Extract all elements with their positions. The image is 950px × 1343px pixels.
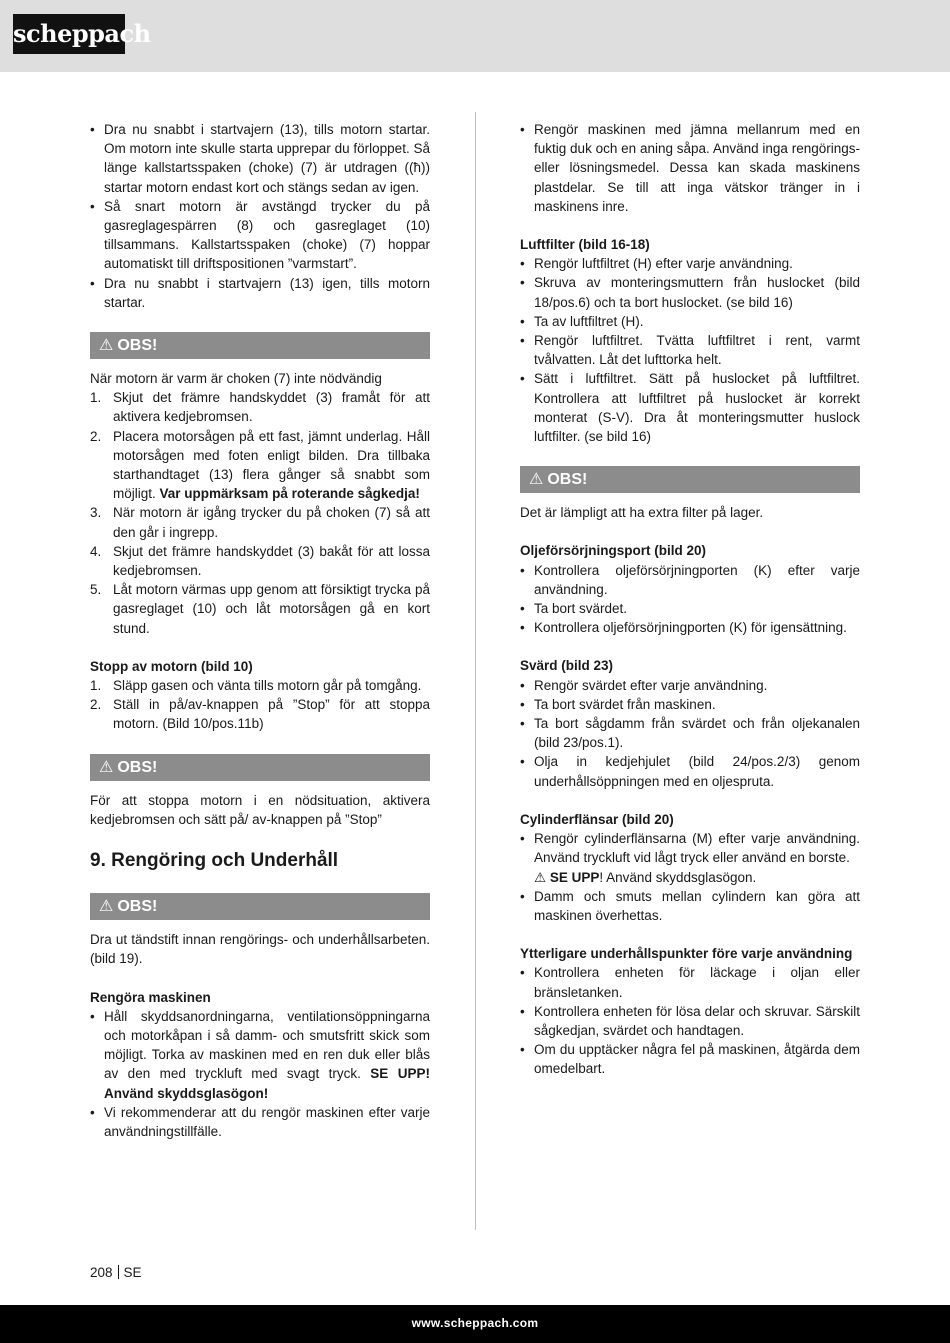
warning-triangle-icon: ⚠ xyxy=(534,869,547,885)
list-item: • Ta av luftfiltret (H). xyxy=(520,312,860,331)
emergency-stop-note: För att stoppa motorn i en nödsituation, aktivera kedjebromsen och sätt på/ av-knappen på ”Stop” xyxy=(90,792,430,827)
list-item: • Rengör svärdet efter varje användning. xyxy=(520,676,860,695)
list-item: • Sätt i luftfiltret. Sätt på huslocket på luftfiltret. Kontrollera att luftfiltret på huslocket är korrekt monterat (S-V). Dra åt monteringsmutter huslock luftfilter. (se bild 16) xyxy=(520,369,860,446)
list-item: • Damm och smuts mellan cylindern kan göra att maskinen överhettas. xyxy=(520,887,860,925)
spark-plug-note: Dra ut tändstift innan rengörings- och underhållsarbeten. (bild 19). xyxy=(90,932,430,967)
guide-bar-list xyxy=(520,676,860,791)
chain-warning-text: Var uppmärksam på roterande sågkedja! xyxy=(159,486,420,502)
column-divider xyxy=(475,112,476,1230)
warm-engine-note: När motorn är varm är choken (7) inte nödvändig xyxy=(90,371,382,387)
list-item: • Håll skyddsanordningarna, ventilationsöppningarna och motorkåpan i så damm- och smutsfritt skick som möjligt. Torka av maskinen med en ren duk eller blås av den med tryckluft med svagt tryck. SE UPP! Använd skyddsglasögon! xyxy=(90,1007,430,1103)
list-item: 5. Låt motorn värmas upp genom att försiktigt trycka på gasreglaget (10) och låt motorsågen gå en kort stund. xyxy=(90,582,430,636)
notice-banner xyxy=(520,466,860,493)
notice-label: OBS! xyxy=(547,471,588,489)
oil-port-heading: Oljeförsörjningsport (bild 20) xyxy=(520,543,707,559)
list-item: • Kontrollera enheten för läckage i oljan eller bränsletanken. xyxy=(520,963,860,1001)
list-item: • Dra nu snabbt i startvajern (13), tills motorn startar. Om motorn inte skulle starta upprepar du förloppet. Så länge kallstartsspaken (choke) (7) är utdragen ((ħ)) startar motorn endast kort och stängs sedan av igen. xyxy=(90,120,430,197)
notice-label: OBS! xyxy=(117,898,158,916)
list-item: • Så snart motorn är avstängd trycker du på gasreglagespärren (8) och gasreglaget (10) tillsammans. Kallstartsspaken (choke) (7) hoppar automatiskt till driftspositionen ”varmstart”. xyxy=(90,197,430,274)
brand-logo: scheppach xyxy=(13,14,125,54)
stop-steps-list xyxy=(90,676,430,734)
list-item: • Ta bort sågdamm från svärdet och från oljekanalen (bild 23/pos.1). xyxy=(520,714,860,752)
list-item: • Om du upptäcker några fel på maskinen, åtgärda dem omedelbart. xyxy=(520,1040,860,1078)
extra-maintenance-list xyxy=(520,963,860,1078)
footer-bar xyxy=(0,1305,950,1343)
warning-triangle-icon: ⚠ xyxy=(529,471,544,489)
list-item: • Kontrollera enheten för lösa delar och skruvar. Särskilt sågkedjan, svärdet och handtagen. xyxy=(520,1002,860,1040)
spare-filter-note: Det är lämpligt att ha extra filter på lager. xyxy=(520,505,764,521)
guide-bar-heading: Svärd (bild 23) xyxy=(520,658,614,674)
safety-warning-text: SE UPP! Använd skyddsglasögon! xyxy=(104,1066,430,1101)
warning-triangle-icon: ⚠ xyxy=(99,337,114,355)
page-number: 208 SE xyxy=(90,1265,142,1280)
clean-bullet-list xyxy=(90,1007,430,1141)
oil-port-list xyxy=(520,561,860,638)
right-column xyxy=(520,120,860,1079)
list-item: 4. Skjut det främre handskyddet (3) bakåt för att lossa kedjebromsen. xyxy=(90,543,430,579)
list-item: • Kontrollera oljeförsörjningporten (K) för igensättning. xyxy=(520,618,860,637)
notice-label: OBS! xyxy=(117,337,158,355)
intro-bullet-list xyxy=(90,120,430,312)
list-item: 1. Släpp gasen och vänta tills motorn går på tomgång. xyxy=(90,678,422,694)
website-link[interactable]: www.scheppach.com xyxy=(411,1316,539,1330)
air-filter-list xyxy=(520,254,860,446)
safety-warning-text: SE UPP xyxy=(549,869,600,885)
clean-continued-list xyxy=(520,120,860,216)
notice-banner xyxy=(90,893,430,920)
cylinder-list xyxy=(520,829,860,925)
warning-triangle-icon: ⚠ xyxy=(99,898,114,916)
air-filter-heading: Luftfilter (bild 16-18) xyxy=(520,237,650,253)
start-steps-list xyxy=(90,388,430,638)
list-item: 3. När motorn är igång trycker du på choken (7) så att den går i ingrepp. xyxy=(90,505,430,540)
left-column xyxy=(90,120,430,1141)
stop-heading: Stopp av motorn (bild 10) xyxy=(90,658,253,674)
notice-banner xyxy=(90,332,430,359)
list-item: • Rengör luftfiltret. Tvätta luftfiltret i rent, varmt tvålvatten. Låt det lufttorka helt. xyxy=(520,331,860,369)
list-item: 2. Placera motorsågen på ett fast, jämnt underlag. Håll motorsågen med foten enligt bilden. Dra tillbaka starthandtaget (13) flera gånger så snabbt som möjligt. Var uppmärksam på roterande sågkedja! xyxy=(90,428,430,502)
list-item: • Rengör cylinderflänsarna (M) efter varje användning. Använd tryckluft vid lågt tryck eller använd en borste. ⚠ SE UPP! Använd skyddsglasögon. xyxy=(520,829,860,887)
list-item: • Ta bort svärdet. xyxy=(520,599,860,618)
list-item: • Skruva av monteringsmuttern från huslocket (bild 18/pos.6) och ta bort huslocket. (se bild 16) xyxy=(520,273,860,311)
list-item: • Kontrollera oljeförsörjningporten (K) efter varje användning. xyxy=(520,561,860,599)
notice-label: OBS! xyxy=(117,758,158,776)
notice-banner xyxy=(90,754,430,781)
list-item: 1. Skjut det främre handskyddet (3) framåt för att aktivera kedjebromsen. xyxy=(90,390,430,425)
divider xyxy=(118,1265,119,1279)
list-item: • Rengör maskinen med jämna mellanrum med en fuktig duk och en aning såpa. Använd inga rengörings- eller lösningsmedel. Dessa kan skada maskinens plastdelar. Se till att inga vätskor tränger in i maskinens inre. xyxy=(520,120,860,216)
list-item: 2. Ställ in på/av-knappen på ”Stop” för att stoppa motorn. (Bild 10/pos.11b) xyxy=(90,697,430,732)
clean-heading: Rengöra maskinen xyxy=(90,989,211,1005)
header-bar xyxy=(0,0,950,72)
list-item: • Vi rekommenderar att du rengör maskinen efter varje användningstillfälle. xyxy=(90,1103,430,1141)
section-title: 9. Rengöring och Underhåll xyxy=(90,850,339,872)
list-item: • Olja in kedjehjulet (bild 24/pos.2/3) genom underhållsöppningen med en oljespruta. xyxy=(520,752,860,790)
list-item: • Ta bort svärdet från maskinen. xyxy=(520,695,860,714)
extra-maintenance-heading: Ytterligare underhållspunkter före varje användning xyxy=(520,946,853,962)
warning-triangle-icon: ⚠ xyxy=(99,758,114,776)
cylinder-heading: Cylinderflänsar (bild 20) xyxy=(520,811,674,827)
list-item: • Rengör luftfiltret (H) efter varje användning. xyxy=(520,254,860,273)
list-item: • Dra nu snabbt i startvajern (13) igen, tills motorn startar. xyxy=(90,274,430,312)
